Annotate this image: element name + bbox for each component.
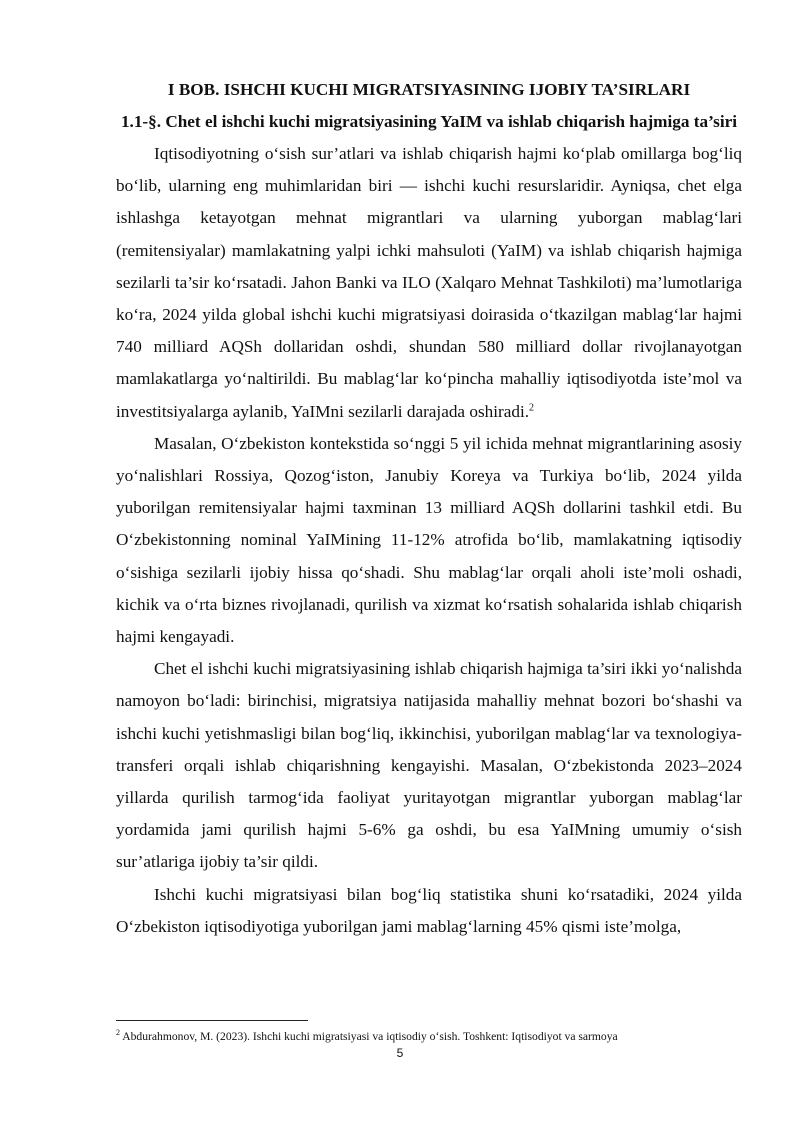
paragraph-1: [116, 138, 742, 428]
footnote: [116, 1030, 742, 1044]
chapter-title: I BOB. ISHCHI KUCHI MIGRATSIYASINING IJOBIY TA’SIRLARI: [167, 80, 691, 99]
paragraph-2: Masalan, O‘zbekiston kontekstida so‘nggi 5 yil ichida mehnat migrantlarining asosiy yo‘nalishlari Rossiya, Qozog‘iston, Janubiy Koreya va Turkiya bo‘lib, 2024 yilda yuborilgan remitensiyalar hajmi taxminan 13 milliard AQSh dollarini tashkil etdi. Bu O‘zbekistonning nominal YaIMining 11-12% atrofida bo‘lib, mamlakatning iqtisodiy o‘sishiga sezilarli ijobiy hissa qo‘shadi. Shu mablag‘lar orqali aholi iste’moli oshadi, kichik va o‘rta biznes rivojlanadi, qurilish va xizmat ko‘rsatish sohalarida ishlab chiqarish hajmi kengayadi.: [116, 433, 742, 647]
paragraph-1-text: Iqtisodiyotning o‘sish sur’atlari va ishlab chiqarish hajmi ko‘plab omillarga bog‘liq bo‘lib, ularning eng muhimlaridan biri — ishchi kuchi resurslaridir. Ayniqsa, chet elga ishlashga ketayotgan mehnat migrantlari va ularning yuborgan mablag‘lari (remitensiyalar) mamlakatning yalpi ichki mahsuloti (YaIM) va ishlab chiqarish hajmiga sezilarli ta’sir ko‘rsatadi. Jahon Banki va ILO (Xalqaro Mehnat Tashkiloti) ma’lumotlariga ko‘ra, 2024 yilda global ishchi kuchi migratsiyasi doirasida o‘tkazilgan mablag‘lar hajmi 740 milliard AQSh dollaridan oshdi, shundan 580 milliard dollar rivojlanayotgan mamlakatlarga yo‘naltirildi. Bu mablag‘lar ko‘pincha mahalliy iqtisodiyotda iste’mol va investitsiyalarga aylanib, YaIMni sezilarli darajada oshiradi.: [116, 144, 742, 421]
footnote-marker: 2: [116, 1028, 120, 1038]
page-number: 5: [396, 1046, 404, 1060]
section-title: 1.1-§. Chet el ishchi kuchi migratsiyasining YaIM va ishlab chiqarish hajmiga ta’siri: [120, 112, 738, 131]
footnote-text: Abdurahmonov, M. (2023). Ishchi kuchi migratsiyasi va iqtisodiy o‘sish. Toshkent: Iqtisodiyot va sarmoya: [122, 1030, 618, 1043]
paragraph-4: Ishchi kuchi migratsiyasi bilan bog‘liq statistika shuni ko‘rsatadiki, 2024 yilda O‘zbekiston iqtisodiyotiga yuborilgan jami mablag‘larning 45% qismi iste’molga,: [116, 884, 742, 936]
footnote-reference: 2: [529, 401, 535, 413]
paragraph-3: Chet el ishchi kuchi migratsiyasining ishlab chiqarish hajmiga ta’siri ikki yo‘nalishda namoyon bo‘ladi: birinchisi, migratsiya natijasida mahalliy mehnat bozori bo‘shashi va ishchi kuchi yetishmasligi bilan bog‘liq, ikkinchisi, yuborilgan mablag‘lar va texnologiya-transferi orqali ishlab chiqarishning kengayishi. Masalan, O‘zbekistonda 2023–2024 yillarda qurilish tarmog‘ida faoliyat yuritayotgan migrantlar yuborgan mablag‘lar yordamida jami qurilish hajmi 5-6% ga oshdi, bu esa YaIMning umumiy o‘sish sur’atlariga ijobiy ta’sir qildi.: [116, 659, 742, 872]
footnote-separator: [116, 1020, 308, 1021]
